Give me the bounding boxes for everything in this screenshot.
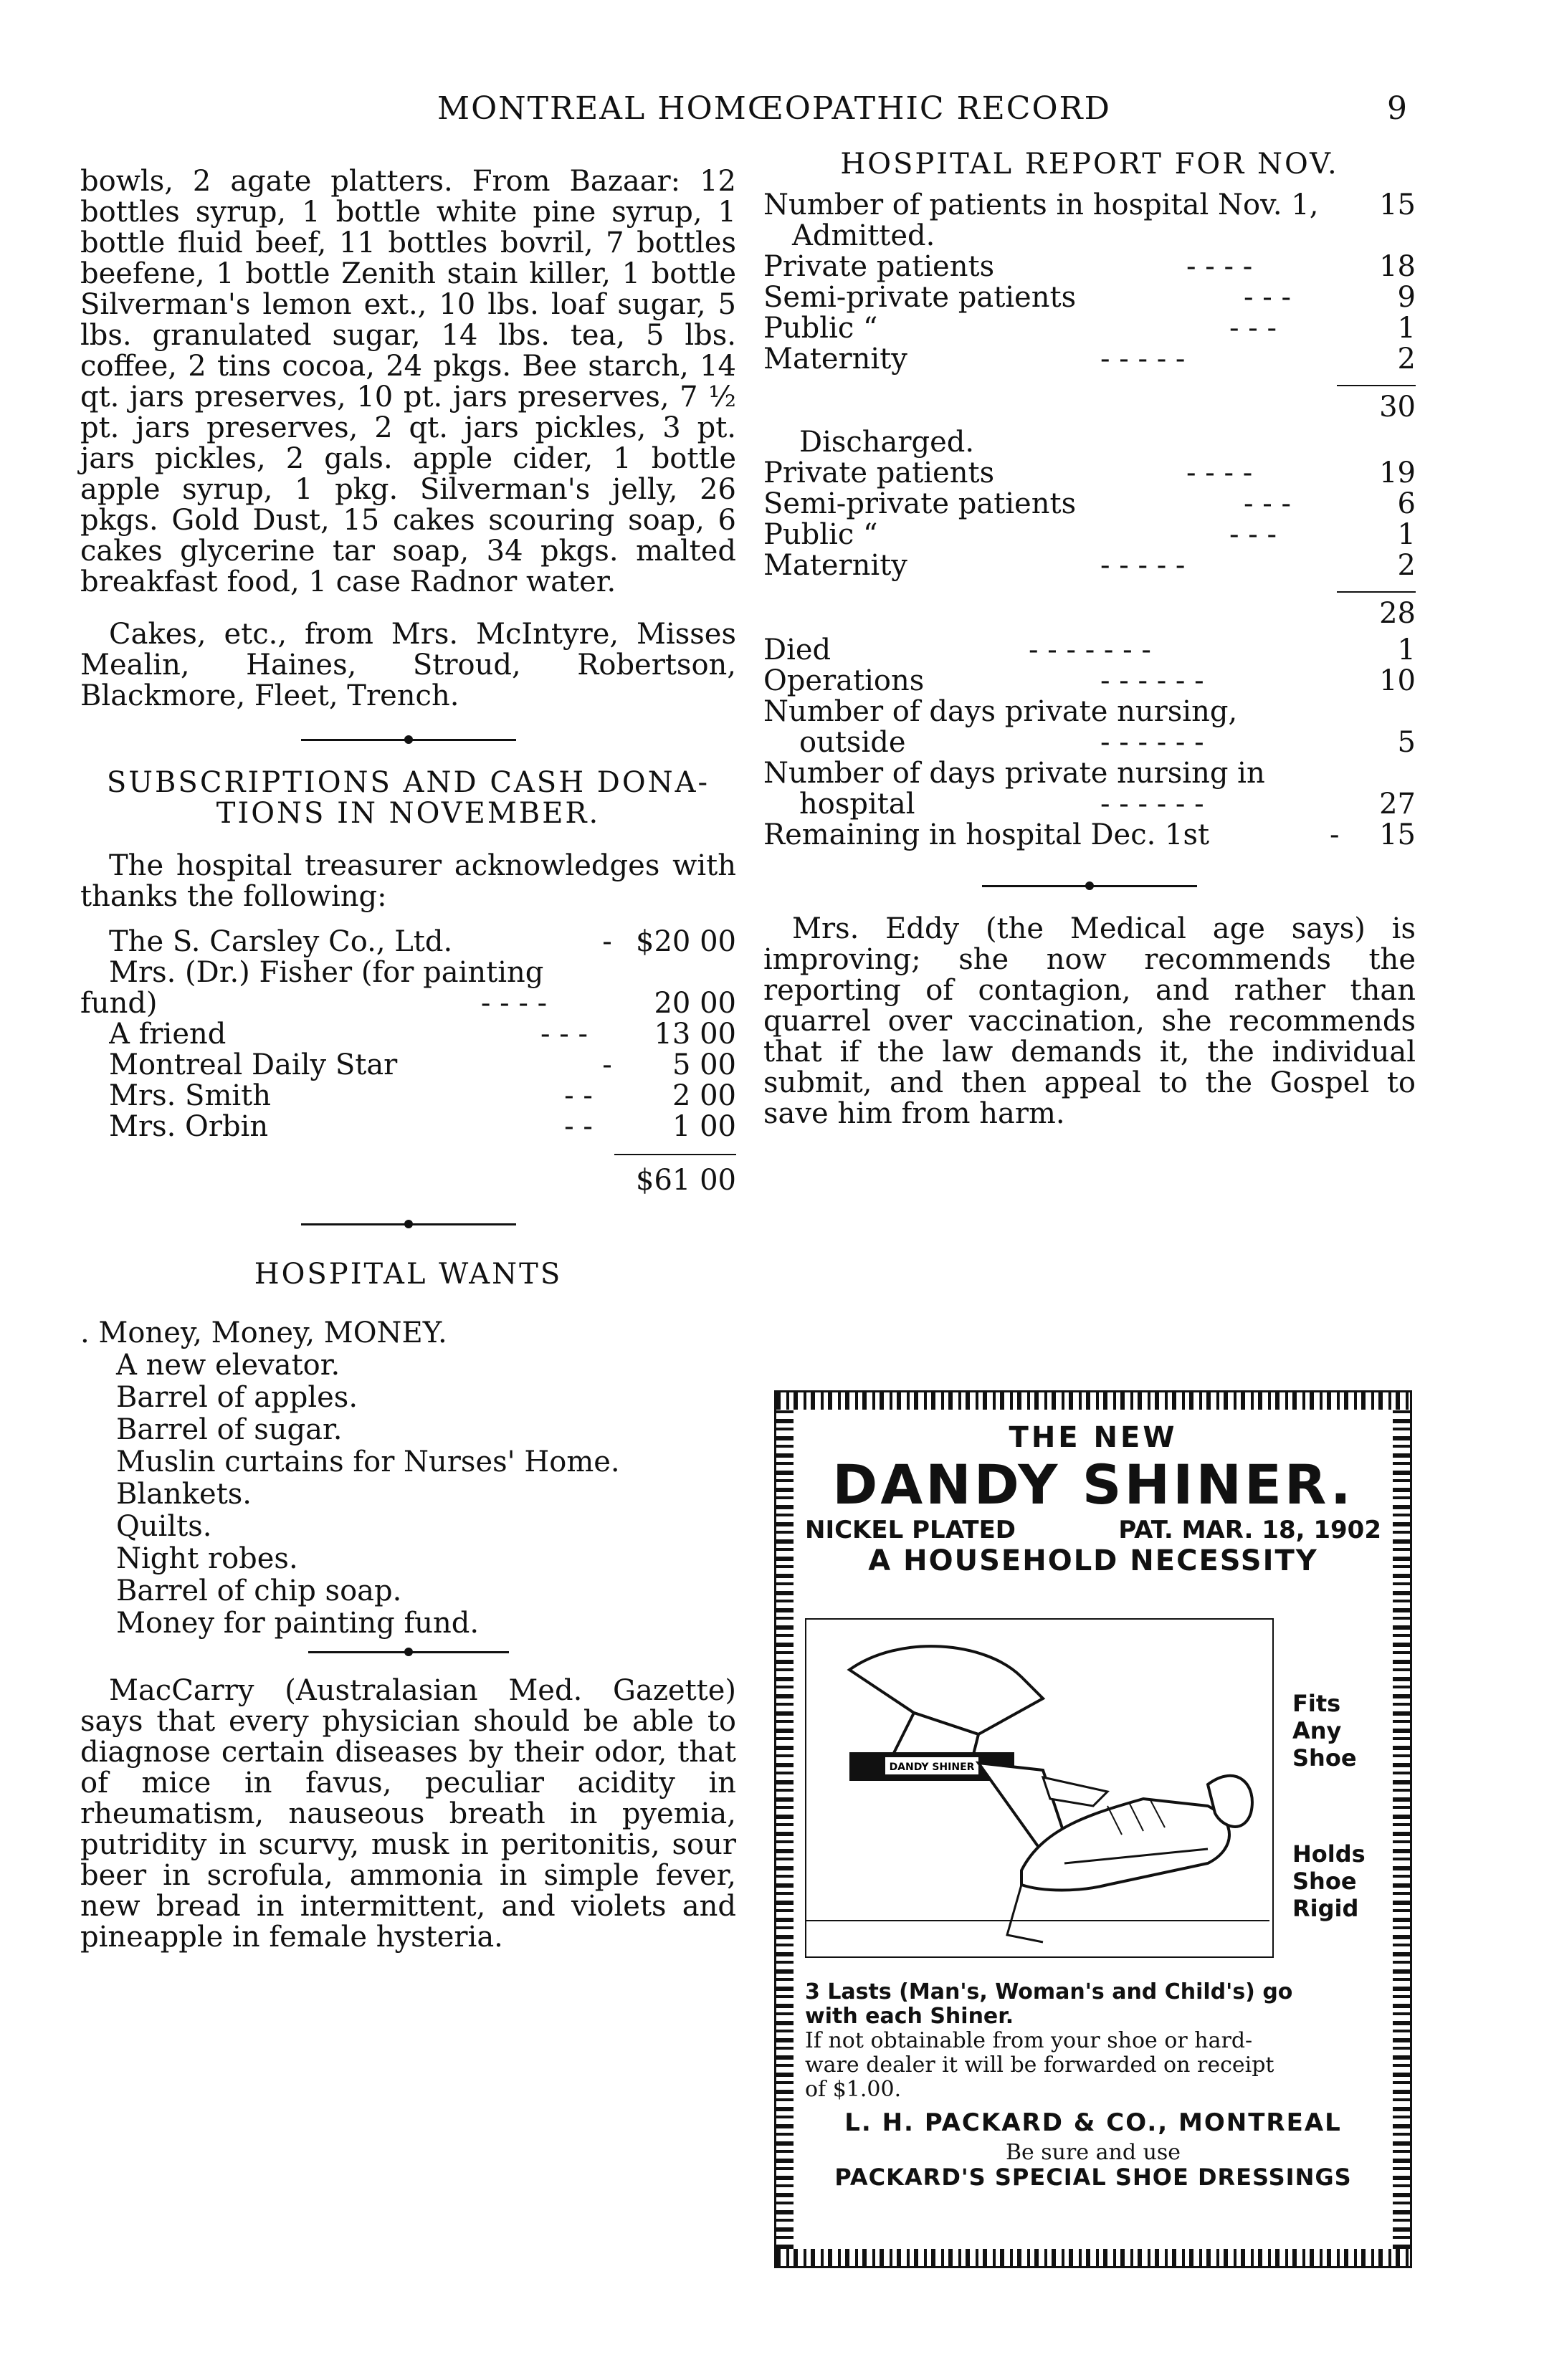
report-label: Public “ bbox=[763, 313, 878, 344]
ad-lasts-line: with each Shiner. bbox=[805, 2004, 1014, 2029]
wants-item: Money for painting fund. bbox=[116, 1607, 480, 1640]
wants-item: Night robes. bbox=[116, 1542, 298, 1575]
report-row bbox=[763, 550, 1416, 581]
report-value: 6 bbox=[1397, 487, 1416, 520]
wants-item: . Money, Money, MONEY. bbox=[80, 1316, 447, 1349]
discharged-label: Discharged. bbox=[799, 426, 975, 459]
report-value: 27 bbox=[1379, 788, 1416, 821]
discharged-table bbox=[763, 458, 1416, 629]
report-label: hospital bbox=[799, 789, 915, 820]
ad-packard-dressings: PACKARD'S SPECIAL SHOE DRESSINGS bbox=[834, 2164, 1352, 2191]
ad-border-top bbox=[776, 1392, 1410, 1410]
ad-holds-shoe-rigid bbox=[1292, 1840, 1366, 1922]
subscription-row bbox=[109, 1112, 736, 1142]
subscriptions-intro: The hospital treasurer acknowledges with thanks the following: bbox=[80, 849, 736, 913]
leader-dash: - - - bbox=[1229, 518, 1277, 551]
subscription-row bbox=[109, 957, 736, 988]
report-value: 2 bbox=[1397, 343, 1416, 376]
wants-item: Barrel of chip soap. bbox=[116, 1574, 402, 1607]
ad-nickel-plated: NICKEL PLATED bbox=[805, 1516, 1016, 1544]
report-label: Private patients bbox=[763, 252, 995, 282]
donor-name: Montreal Daily Star bbox=[109, 1050, 398, 1081]
report-row bbox=[763, 252, 1416, 282]
ad-household-necessity: A HOUSEHOLD NECESSITY bbox=[868, 1544, 1318, 1577]
report-row bbox=[763, 313, 1416, 344]
admitted-total: 30 bbox=[1379, 391, 1416, 424]
ad-company: L. H. PACKARD & CO., MONTREAL bbox=[844, 2108, 1342, 2137]
report-label: Public “ bbox=[763, 520, 878, 550]
wants-item: Barrel of apples. bbox=[116, 1381, 358, 1414]
report-label: Number of patients in hospital Nov. 1, bbox=[763, 190, 1319, 221]
donation-amount: 1 00 bbox=[672, 1110, 736, 1143]
wants-item: Quilts. bbox=[116, 1510, 212, 1543]
donor-name: Mrs. Smith bbox=[109, 1081, 271, 1112]
donations-list-paragraph: bowls, 2 agate platters. From Bazaar: 12 bottles syrup, 1 bottle white pine syrup, 1 bottle fluid beef, 11 bottles bovril, 7 bottles beefene, 1 bottle Zenith stain killer, 1 bottle Silverman's lemon ext., 10 lbs. loaf sugar, 5 lbs. granulated sugar, 14 lbs. tea, 5 lbs. coffee, 2 tins cocoa, 24 pkgs. Bee starch, 14 qt. jars preserves, 10 pt. jars preserves, 7 ½ pt. jars preserves, 2 qt. jars pickles, 3 pt. jars pickles, 2 gals. apple cider, 1 bottle apple syrup, 1 pkg. Silverman's jelly, 26 pkgs. Gold Dust, 15 cakes scouring soap, 6 cakes glycerine tar soap, 34 pkgs. malted breakfast food, 1 case Radnor water. bbox=[80, 165, 736, 598]
leader-dash: - - - - - - - bbox=[1029, 634, 1151, 666]
leader-dash: - - - - bbox=[480, 987, 548, 1020]
report-row bbox=[763, 727, 1416, 758]
ornament-rule bbox=[301, 733, 516, 746]
donor-name: The S. Carsley Co., Ltd. bbox=[109, 927, 453, 957]
leader-dash: - - bbox=[564, 1079, 593, 1112]
total-rule bbox=[1337, 591, 1416, 593]
discharged-total: 28 bbox=[1379, 597, 1416, 630]
ad-side-text: Rigid bbox=[1292, 1895, 1359, 1922]
report-value: 2 bbox=[1397, 549, 1416, 582]
ad-side-text: Shoe bbox=[1292, 1868, 1357, 1895]
ad-product-name: DANDY SHINER. bbox=[832, 1453, 1354, 1516]
subscriptions-heading bbox=[80, 768, 736, 829]
maccarry-paragraph: MacCarry (Australasian Med. Gazette) says that every physician should be able to diagnose certain diseases by their odor, that of mice in favus, peculiar acidity in rheumatism, nauseous breath in pyemia, putridity in scurvy, musk in peritonitis, sour beer in scrofula, ammonia in simple fever, new bread in intermittent, and violets and pineapple in female hysteria. bbox=[80, 1674, 736, 1954]
cakes-paragraph: Cakes, etc., from Mrs. McIntyre, Misses Mealin, Haines, Stroud, Robertson, Blackmore, Fleet, Trench. bbox=[80, 618, 736, 712]
report-row bbox=[763, 190, 1416, 221]
page-header-title: MONTREAL HOMŒOPATHIC RECORD bbox=[437, 90, 1111, 127]
leader-dash: - - - bbox=[1229, 312, 1277, 345]
page-number: 9 bbox=[1387, 90, 1407, 127]
leader-dash: - - - - - - bbox=[1100, 664, 1204, 697]
admitted-label: Admitted. bbox=[792, 219, 935, 252]
ad-side-text: Any bbox=[1292, 1717, 1342, 1744]
ad-border-right bbox=[1393, 1410, 1410, 2249]
subscriptions-table bbox=[80, 927, 736, 1196]
ad-lasts-line: 3 Lasts (Man's, Woman's and Child's) go bbox=[805, 1979, 1293, 2004]
device-label: DANDY SHINER bbox=[889, 1762, 975, 1773]
subscription-row bbox=[109, 1050, 736, 1081]
shoe-shiner-illustration bbox=[805, 1618, 1274, 1958]
ad-content bbox=[805, 1421, 1381, 2237]
donation-amount: $20 00 bbox=[636, 925, 736, 958]
ad-dealer-line: ware dealer it will be forwarded on receipt bbox=[805, 2052, 1274, 2078]
report-value: 19 bbox=[1379, 457, 1416, 489]
leader-dash: - - - - - - bbox=[1100, 726, 1204, 759]
donor-name: A friend bbox=[109, 1019, 227, 1050]
subscription-row bbox=[109, 1019, 736, 1050]
leader-dash: - - - - - - bbox=[1100, 788, 1204, 821]
report-value: 1 bbox=[1397, 312, 1416, 345]
ad-fits-any-shoe bbox=[1292, 1690, 1357, 1772]
ornament-rule bbox=[982, 879, 1197, 892]
report-label: Maternity bbox=[763, 550, 907, 581]
leader-dash: - - - - bbox=[1186, 457, 1253, 489]
donation-amount: 5 00 bbox=[672, 1048, 736, 1081]
report-row bbox=[763, 789, 1416, 820]
report-value: 10 bbox=[1379, 664, 1416, 697]
report-heading: HOSPITAL REPORT FOR NOV. bbox=[840, 148, 1339, 181]
donation-amount: 2 00 bbox=[672, 1079, 736, 1112]
donor-name: Mrs. (Dr.) Fisher (for painting bbox=[109, 957, 544, 988]
ad-be-sure: Be sure and use bbox=[1005, 2140, 1181, 2165]
report-row bbox=[763, 282, 1416, 313]
leader-dash: - - - - - bbox=[1100, 343, 1186, 376]
donor-name: Mrs. Orbin bbox=[109, 1112, 269, 1142]
report-value: 15 bbox=[1379, 188, 1416, 221]
ornament-rule bbox=[308, 1645, 509, 1658]
ad-the-new: THE NEW bbox=[1009, 1421, 1178, 1454]
report-total-row bbox=[763, 392, 1416, 423]
report-label: Number of days private nursing in bbox=[763, 757, 1265, 790]
report-value: 15 bbox=[1379, 818, 1416, 851]
leader-dash: - - - bbox=[1244, 281, 1291, 314]
donation-amount: 20 00 bbox=[654, 987, 736, 1020]
report-label: Maternity bbox=[763, 344, 907, 375]
leader-dash: - - - bbox=[1244, 487, 1291, 520]
wants-item: Muslin curtains for Nurses' Home. bbox=[116, 1445, 620, 1478]
leader-dash: - bbox=[602, 925, 612, 958]
left-column bbox=[80, 166, 736, 1953]
report-value: 9 bbox=[1397, 281, 1416, 314]
leader-dash: - bbox=[602, 1048, 612, 1081]
subscriptions-heading-line2: TIONS IN NOVEMBER. bbox=[216, 797, 601, 830]
subscription-row bbox=[109, 927, 736, 957]
donor-name: fund) bbox=[80, 988, 158, 1019]
report-row bbox=[763, 820, 1416, 851]
ad-border-left bbox=[776, 1410, 794, 2249]
leader-dash: - - bbox=[564, 1110, 593, 1143]
ad-dealer-line: If not obtainable from your shoe or hard- bbox=[805, 2028, 1253, 2053]
leader-dash: - bbox=[1330, 818, 1340, 851]
report-row bbox=[763, 489, 1416, 520]
total-rule bbox=[614, 1154, 736, 1155]
report-value: 18 bbox=[1379, 250, 1416, 283]
shoe-shiner-drawing bbox=[806, 1620, 1269, 1954]
report-label: Number of days private nursing, bbox=[763, 695, 1238, 728]
report-label: Remaining in hospital Dec. 1st bbox=[763, 820, 1210, 851]
report-label: Private patients bbox=[763, 458, 995, 489]
subscription-row bbox=[109, 1081, 736, 1112]
report-total-row bbox=[763, 598, 1416, 629]
report-row bbox=[763, 458, 1416, 489]
report-label: Operations bbox=[763, 666, 925, 697]
report-row bbox=[763, 344, 1416, 375]
report-label: Died bbox=[763, 635, 831, 666]
ad-patent: PAT. MAR. 18, 1902 bbox=[1118, 1516, 1381, 1544]
ad-dealer-line: of $1.00. bbox=[805, 2077, 902, 2102]
ad-bottom-text bbox=[805, 1980, 1381, 2189]
ornament-rule bbox=[301, 1218, 516, 1230]
total-rule bbox=[1337, 385, 1416, 386]
wants-item: Barrel of sugar. bbox=[116, 1413, 343, 1446]
ad-side-text: Fits bbox=[1292, 1690, 1341, 1717]
subscriptions-heading-line1: SUBSCRIPTIONS AND CASH DONA- bbox=[106, 766, 710, 799]
report-label: outside bbox=[799, 727, 906, 758]
leader-dash: - - - - bbox=[1186, 250, 1253, 283]
subscription-row bbox=[80, 988, 736, 1019]
ad-side-text: Shoe bbox=[1292, 1744, 1357, 1772]
report-value: 1 bbox=[1397, 518, 1416, 551]
ad-border-bottom bbox=[776, 2249, 1410, 2266]
report-row bbox=[763, 635, 1416, 666]
report-value: 1 bbox=[1397, 634, 1416, 666]
ad-side-text: Holds bbox=[1292, 1840, 1366, 1868]
report-label: Semi-private patients bbox=[763, 489, 1077, 520]
right-column bbox=[763, 149, 1416, 1129]
subscription-total-row bbox=[109, 1165, 736, 1196]
admitted-table bbox=[763, 252, 1416, 423]
wants-heading: HOSPITAL WANTS bbox=[254, 1258, 563, 1291]
report-row bbox=[763, 666, 1416, 697]
wants-list bbox=[80, 1317, 736, 1640]
wants-item: A new elevator. bbox=[116, 1349, 340, 1382]
dandy-shiner-advertisement bbox=[774, 1390, 1412, 2268]
report-label: Semi-private patients bbox=[763, 282, 1077, 313]
leader-dash: - - - - - bbox=[1100, 549, 1186, 582]
subscription-total: $61 00 bbox=[636, 1164, 736, 1197]
wants-item: Blankets. bbox=[116, 1478, 252, 1511]
ad-nickel-line bbox=[805, 1516, 1381, 1544]
report-row bbox=[763, 520, 1416, 550]
report-value: 5 bbox=[1397, 726, 1416, 759]
donation-amount: 13 00 bbox=[654, 1018, 736, 1051]
eddy-paragraph: Mrs. Eddy (the Medical age says) is improving; she now recommends the reporting of contagion, and rather than quarrel over vaccination, she recommends that if the law demands it, the individual submit, and then appeal to the Gospel to save him from harm. bbox=[763, 912, 1416, 1130]
leader-dash: - - - bbox=[540, 1018, 588, 1051]
